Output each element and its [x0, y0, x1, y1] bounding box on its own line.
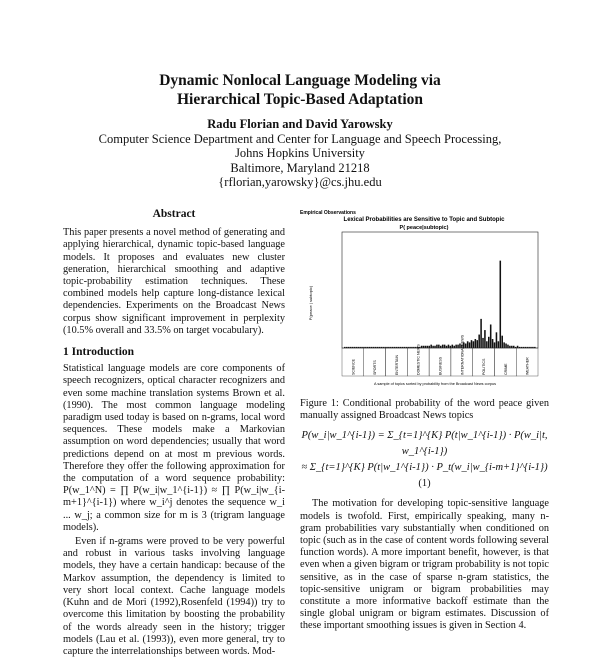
equation-line-1: P(w_i|w_1^{i-1}) = Σ_{t=1}^{K} P(t|w_1^{i-1}) · P(w_i|t, w_1^{i-1}) [301, 430, 548, 458]
bar-71 [480, 319, 482, 348]
bar-51 [442, 345, 444, 348]
paper-title [0, 71, 600, 109]
bar-52 [444, 345, 446, 348]
bar-58 [455, 345, 457, 348]
bar-74 [486, 341, 488, 348]
bar-88 [513, 346, 515, 348]
right-column [300, 208, 549, 633]
affiliation-line-3: Baltimore, Maryland 21218 [230, 160, 370, 175]
chart-x-caption: A sample of topics sorted by probability from the Broadcast News corpus [374, 382, 496, 386]
bar-69 [476, 340, 478, 348]
category-label-5: INTERNATIONAL NEWS [460, 334, 465, 375]
bar-53 [446, 346, 448, 348]
bar-41 [423, 346, 425, 348]
bar-72 [482, 338, 484, 348]
bar-55 [450, 346, 452, 348]
abstract-text: This paper presents a novel method of generating and applying hierarchical, dynamic topic-based language models. It proposes and evaluates new cluster generation, hierarchical smoothing and adaptive topic-probability estimation techniques. These combined models help capture long-distance lexical dependencies. Experiments on the Broadcast News corpus show significant improvement in perplexity (10.5% overall and 33.5% on target vocabulary). [63, 227, 285, 336]
bar-85 [507, 345, 509, 348]
bar-78 [494, 342, 496, 348]
intro-paragraph-1: Statistical language models are core components of speech recognizers, optical character recognizers and even some machine translation systems Brown et al. (1990). The most common language modeling paradigm used today is based on n-grams, local word sequences. These models make a Markovian assumption on word dependencies; usually that word predictions depend on at most m previous words. Therefore they offer the following approximation for the computation of a word sequence probability: P(w_1^N) = ∏ P(w_i|w_1^{i-1}) ≈ ∏ P(w_i|w_{i-m+1}^{i-1}) where w_i^j denotes the sequence w_i ... w_j; a common size for m is 3 (trigram language models). [63, 363, 285, 533]
title-line-2: Hierarchical Topic-Based Adaptation [176, 91, 424, 108]
category-label-8: WEATHER [525, 357, 530, 375]
bar-82 [501, 336, 503, 348]
bar-77 [492, 339, 494, 348]
bar-76 [490, 324, 492, 348]
intro-heading: 1 Introduction [63, 346, 135, 359]
category-label-6: POLITICS [482, 358, 487, 375]
bar-83 [503, 342, 505, 348]
bar-47 [434, 346, 436, 348]
equation-line-2: ≈ Σ_{t=1}^{K} P(t|w_1^{i-1}) · P_t(w_i|w_{i-m+1}^{i-1}) [301, 462, 548, 474]
figure-1 [300, 208, 549, 388]
author-names: Radu Florian and David Yarowsky [207, 117, 393, 131]
bar-43 [427, 346, 429, 348]
bar-86 [509, 346, 511, 348]
category-label-0: SCIENCE [351, 359, 356, 375]
right-paragraph-1: The motivation for developing topic-sensitive language models is twofold. First, empirically speaking, many n-gram probabilities vary substantially when conditioned on topic (such as in the case of content words following several function words). A more important benefit, however, is that even when a given bigram or trigram probability is not topic sensitive, as in the case of sparse n-gram statistics, the topic-sensitive unigram or bigram probabilities may constitute a more informative backoff estimate than the single global unigram or bigram estimates. Discussion of these important smoothing issues is given in Section 4. [300, 498, 549, 632]
bar-68 [475, 339, 477, 348]
bar-64 [467, 341, 469, 348]
category-label-4: BUSINESS [438, 356, 443, 375]
chart-subtitle: P( peace|subtopic) [399, 225, 449, 231]
chart-y-axis-label: P(peace | subtopic) [308, 285, 313, 321]
bar-48 [436, 345, 438, 348]
bar-87 [511, 346, 513, 348]
bar-66 [471, 340, 473, 348]
intro-paragraph-2: Even if n-grams were proved to be very powerful and robust in various tasks involving language models, they have a certain handicap: because of the Markov assumption, the dependency is limited to very short local context. Cache language models (Kuhn and de Mori (1992),Rosenfeld (1994)) try to overcome this limitation by boosting the probability of the words already seen in the history; trigger models (Lau et al. (1993)), even more general, try to capture the interrelationships between words. Mod- [63, 536, 285, 657]
bar-44 [428, 346, 430, 348]
bar-50 [440, 346, 442, 348]
bar-84 [505, 344, 507, 348]
equation-1 [300, 428, 549, 492]
bar-81 [500, 261, 502, 348]
bar-73 [484, 330, 486, 348]
bar-75 [488, 337, 490, 348]
abstract-heading: Abstract [152, 208, 196, 220]
bar-54 [448, 345, 450, 348]
bar-80 [498, 341, 500, 348]
plot-frame [342, 232, 538, 348]
affiliation-line-2: Johns Hopkins University [235, 146, 365, 160]
bar-42 [425, 346, 427, 348]
category-label-3: DOMESTIC NEWS [416, 344, 421, 375]
bar-46 [432, 346, 434, 348]
author-email[interactable]: {rflorian,yarowsky}@cs.jhu.edu [218, 175, 382, 189]
author-block [0, 117, 600, 190]
left-column [63, 208, 285, 658]
affiliation-line-1: Computer Science Department and Center for Language and Speech Processing, [98, 131, 502, 146]
bar-57 [453, 346, 455, 348]
bar-90 [517, 346, 519, 348]
peace-probability-chart [300, 208, 549, 388]
title-line-1: Dynamic Nonlocal Language Modeling via [159, 72, 441, 89]
bar-67 [473, 341, 475, 348]
bar-40 [421, 346, 423, 348]
bar-65 [469, 342, 471, 348]
bar-56 [452, 345, 454, 348]
chart-title: Lexical Probabilities are Sensitive to Topic and Subtopic [343, 217, 505, 223]
equation-number: (1) [418, 478, 431, 490]
bar-79 [496, 332, 498, 348]
bar-59 [457, 345, 459, 348]
category-label-1: SPORTS [373, 360, 378, 375]
bar-70 [478, 335, 480, 348]
bar-63 [465, 344, 467, 348]
bar-45 [430, 345, 432, 348]
figure-header: Empirical Observations [300, 210, 356, 216]
category-label-7: CRIME [503, 363, 508, 375]
figure-caption: Figure 1: Conditional probability of the word peace given manually assigned Broadcast News topics [300, 398, 549, 422]
category-label-2: ENTERTAIN [394, 354, 399, 375]
bar-49 [438, 345, 440, 348]
